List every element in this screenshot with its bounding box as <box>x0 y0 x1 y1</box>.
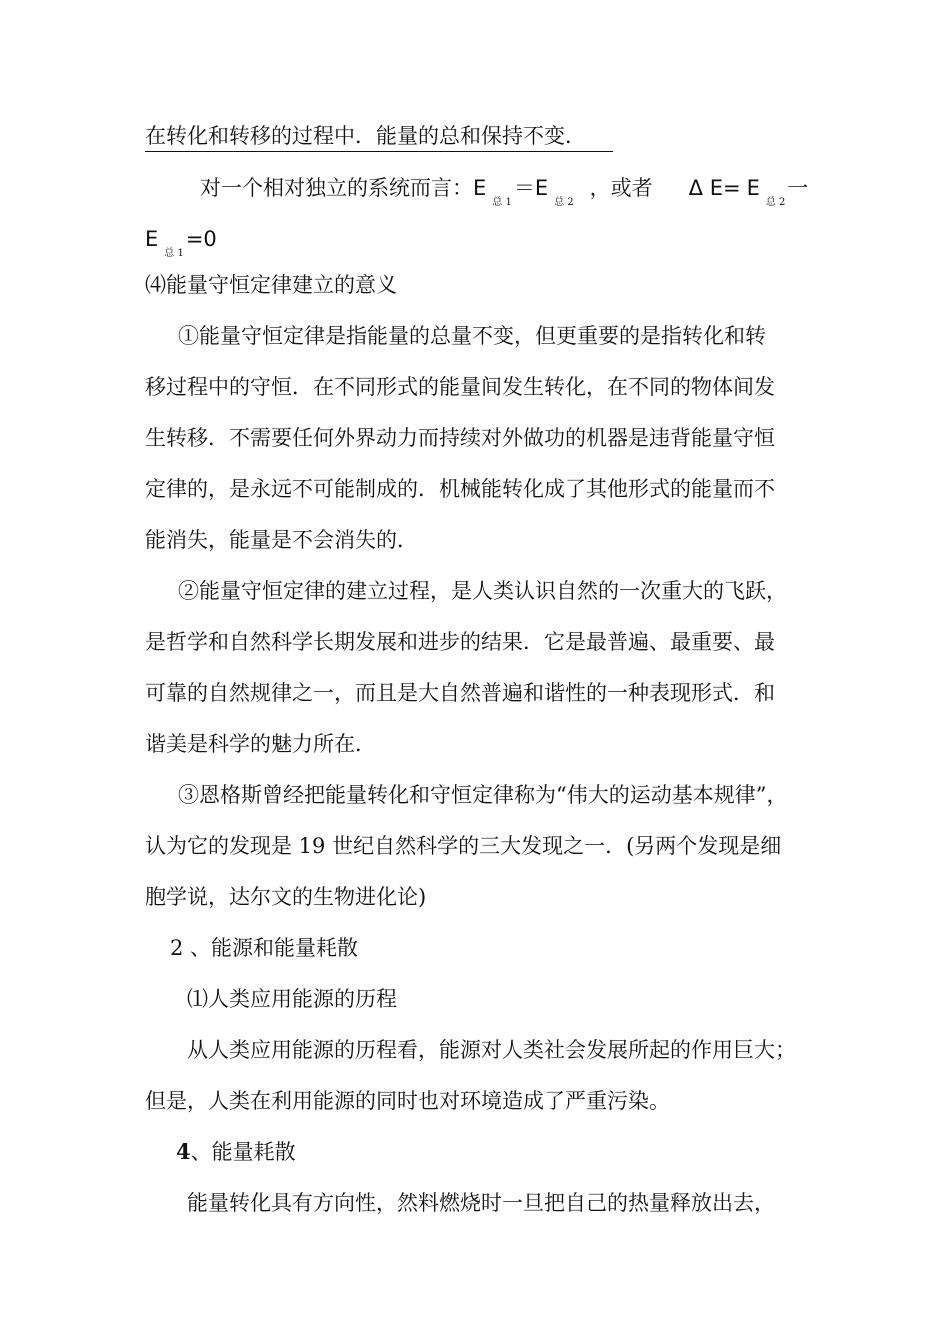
paragraph-line: 但是，人类在利用能源的同时也对环境造成了严重污染。 <box>145 1089 670 1113</box>
subscript: 总 1 <box>492 197 512 208</box>
energy-symbol: E <box>746 176 760 200</box>
subscript: 总 2 <box>765 197 786 208</box>
subscript: 总 1 <box>164 248 184 259</box>
equation-prefix: 对一个相对独立的系统而言： <box>200 176 473 200</box>
or-text: ，或者 <box>589 176 653 200</box>
paragraph-line: 移过程中的守恒．在不同形式的能量间发生转化，在不同的物体间发 <box>145 375 775 399</box>
section-heading: ⑷能量守恒定律建立的意义 <box>145 273 397 297</box>
paragraph-line: 胞学说，达尔文的生物进化论) <box>145 885 427 909</box>
delta-symbol: Δ E= <box>688 176 741 200</box>
paragraph-line: ①能量守恒定律是指能量的总量不变，但更重要的是指转化和转 <box>178 324 766 348</box>
paragraph-line: 能量转化具有方向性，然料燃烧时一旦把自己的热量释放出去， <box>187 1191 775 1215</box>
paragraph-line: ③恩格斯曾经把能量转化和守恒定律称为“伟大的运动基本规律”， <box>178 783 788 807</box>
energy-symbol: E <box>534 176 549 200</box>
paragraph-line: 谐美是科学的魅力所在． <box>145 732 376 756</box>
equation-line <box>200 174 808 207</box>
paragraph-line: 定律的，是永远不可能制成的．机械能转化成了其他形式的能量而不 <box>145 477 775 501</box>
section-heading <box>176 1138 296 1166</box>
subscript: 总 2 <box>554 197 574 208</box>
paragraph-line: 认为它的发现是 19 世纪自然科学的三大发现之一．(另两个发现是细 <box>145 834 782 858</box>
section-heading: 2 、能源和能量耗散 <box>170 936 359 960</box>
paragraph-line: 从人类应用能源的历程看，能源对人类社会发展所起的作用巨大； <box>187 1038 796 1062</box>
underline-rule <box>145 151 613 152</box>
equals-sign: ＝ <box>513 176 535 200</box>
paragraph-line: 能消失，能量是不会消失的． <box>145 528 418 552</box>
paragraph-line: 在转化和转移的过程中．能量的总和保持不变． <box>145 124 586 148</box>
equation-result: =0 <box>185 227 217 251</box>
section-number: 4 <box>176 1139 191 1164</box>
section-title: 、能量耗散 <box>190 1140 296 1164</box>
paragraph-line: 生转移．不需要任何外界动力而持续对外做功的机器是违背能量守恒 <box>145 426 775 450</box>
paragraph-line: 可靠的自然规律之一，而且是大自然普遍和谐性的一种表现形式．和 <box>145 681 775 705</box>
minus-sign: 一 <box>787 176 809 200</box>
energy-symbol: E <box>473 176 487 200</box>
subsection-heading: ⑴人类应用能源的历程 <box>187 987 397 1011</box>
paragraph-line: ②能量守恒定律的建立过程，是人类认识自然的一次重大的飞跃， <box>178 579 787 603</box>
equation-line <box>145 225 217 258</box>
energy-symbol: E <box>145 227 159 251</box>
paragraph-line: 是哲学和自然科学长期发展和进步的结果．它是最普遍、最重要、最 <box>145 630 775 654</box>
